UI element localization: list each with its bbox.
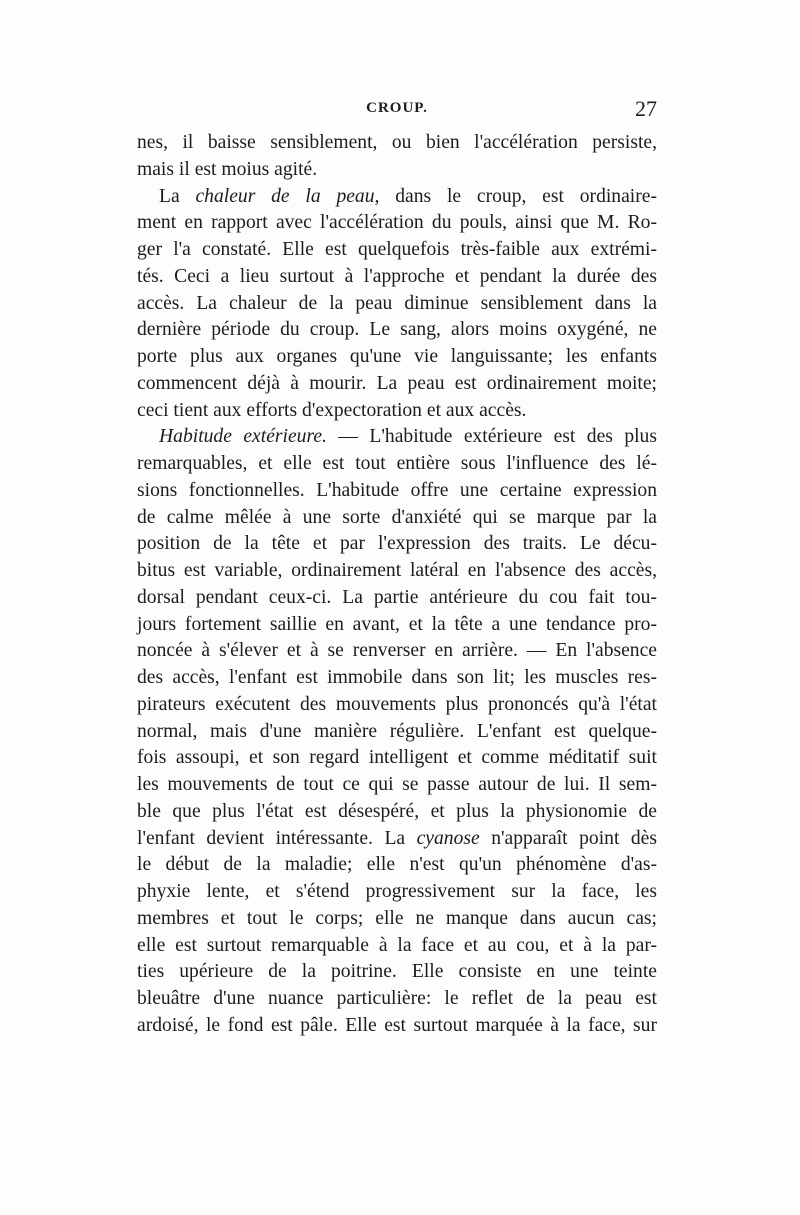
text-segment: dans le croup, est ordinaire- — [379, 185, 657, 207]
text-line: noncée à s'élever et à se renverser en arrière. — En l'absence — [137, 640, 657, 662]
text-line: mais il est moius agité. — [137, 158, 318, 180]
text-line: tés. Ceci a lieu surtout à l'approche et pendant la durée des — [137, 265, 657, 287]
text-line: nes, il baisse sensiblement, ou bien l'accélération persiste, — [137, 132, 657, 153]
text-line: des accès, l'enfant est immobile dans son lit; les muscles res- — [137, 667, 657, 688]
text-line: les mouvements de tout ce qui se passe autour de lui. Il sem- — [137, 774, 657, 795]
running-head: CROUP. — [366, 100, 428, 116]
text-line: ble que plus l'état est désespéré, et plus la physionomie de — [137, 800, 657, 822]
text-line: bleuâtre d'une nuance particulière: le reflet de la peau est — [137, 988, 657, 1009]
text-line: normal, mais d'une manière régulière. L'enfant est quelque- — [137, 720, 657, 742]
text-line: ties upérieure de la poitrine. Elle consiste en une teinte — [137, 961, 657, 983]
text-line: bitus est variable, ordinairement latéral en l'absence des accès, — [137, 560, 657, 581]
text-line: dorsal pendant ceux-ci. La partie antérieure du cou fait tou- — [137, 586, 657, 608]
text-line: phyxie lente, et s'étend progressivement sur la face, les — [137, 881, 657, 902]
text-line: accès. La chaleur de la peau diminue sensiblement dans la — [137, 292, 657, 314]
text-segment: n'apparaît point dès — [479, 827, 658, 849]
italic-term: Habitude extérieure. — [159, 426, 327, 448]
text-line: sions fonctionnelles. L'habitude offre une certaine expression — [137, 479, 657, 501]
text-line: membres et tout le corps; elle ne manque dans aucun cas; — [137, 907, 657, 929]
text-line: porte plus aux organes qu'une vie languissante; les enfants — [137, 346, 657, 367]
body-text — [137, 130, 657, 1040]
text-line: pirateurs exécutent des mouvements plus prononcés qu'à l'état — [137, 693, 657, 715]
text-line: de calme mêlée à une sorte d'anxiété qui se marque par la — [137, 506, 657, 528]
text-line: elle est surtout remarquable à la face et au cou, et à la par- — [137, 934, 657, 956]
text-line — [137, 424, 657, 451]
text-line — [137, 826, 657, 853]
text-segment: La — [159, 185, 196, 207]
text-line: jours fortement saillie en avant, et la tête a une tendance pro- — [137, 613, 657, 635]
text-segment: — L'habitude extérieure est des plus — [326, 426, 657, 448]
text-line: ger l'a constaté. Elle est quelquefois très-faible aux extrémi- — [137, 239, 657, 260]
text-line: dernière période du croup. Le sang, alors moins oxygéné, ne — [137, 319, 657, 341]
text-line: remarquables, et elle est tout entière sous l'influence des lé- — [137, 453, 657, 474]
text-line: position de la tête et par l'expression des traits. Le décu- — [137, 533, 657, 555]
italic-term: chaleur de la peau, — [195, 185, 380, 207]
text-line — [137, 184, 657, 211]
text-segment: l'enfant devient intéressante. La — [137, 827, 417, 849]
text-line: fois assoupi, et son regard intelligent et comme méditatif suit — [137, 747, 657, 769]
page-number: 27 — [635, 96, 657, 121]
text-line: commencent déjà à mourir. La peau est ordinairement moite; — [137, 372, 657, 394]
italic-term: cyanose — [416, 827, 480, 849]
text-line: ardoisé, le fond est pâle. Elle est surtout marquée à la face, sur — [137, 1014, 657, 1036]
text-line: le début de la maladie; elle n'est qu'un phénomène d'as- — [137, 854, 657, 876]
text-line: ment en rapport avec l'accélération du pouls, ainsi que M. Ro- — [137, 212, 657, 234]
page-header — [137, 96, 657, 126]
text-line: ceci tient aux efforts d'expectoration et aux accès. — [137, 399, 527, 421]
